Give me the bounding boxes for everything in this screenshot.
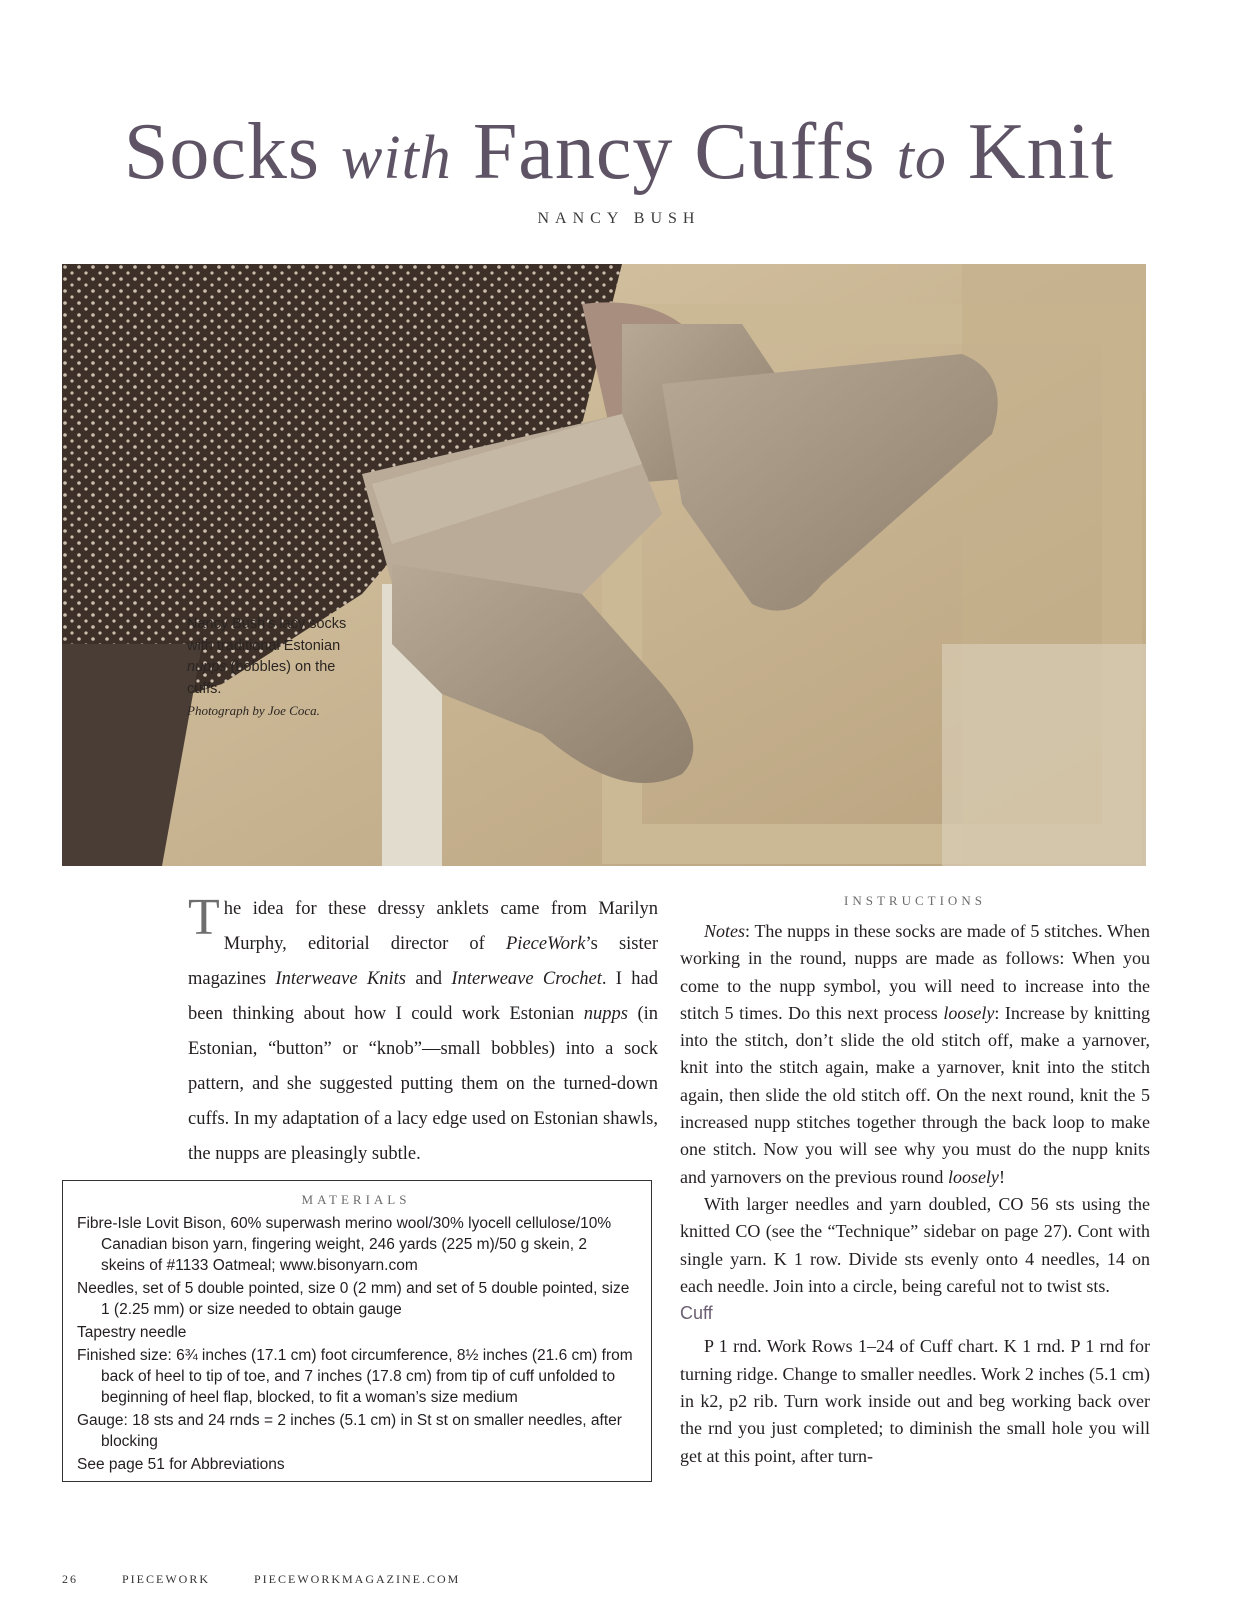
drop-cap: T [188,889,220,946]
materials-item-yarn: Fibre-Isle Lovit Bison, 60% superwash merino wool/30% lyocell cellulose/10% Canadian bison yarn, fingering weight, 246 yards (225 m)/50 g skein, 2 skeins of #1133 Oatmeal; www.bisonyarn.com [77,1215,612,1274]
instructions-heading: INSTRUCTIONS [844,893,986,908]
materials-item-gauge: Gauge: 18 sts and 24 rnds = 2 inches (5.1 cm) in St st on smaller needles, after blocking [77,1412,622,1450]
instructions-notes: Notes: The nupps in these socks are made of 5 stitches. When working in the round, nupps are made as follows: When you come to the nupp symbol, you will need to increase into the stitch 5 times. Do this next process loosely: Increase by knitting into the stitch, don’t slide the old stitch off, make a yarnover, knit into the stitch again, make a yarnover, knit into the stitch again, then slide the old stitch off. On the next round, knit the 5 increased nupp stitches together through the back loop to make one stitch. Now you will see why you must do the nupp knits and yarnovers on the previous round loosely! [680,921,1150,1187]
materials-item-abbreviations: See page 51 for Abbreviations [77,1456,285,1473]
magazine-name: PIECEWORK [122,1572,210,1586]
materials-item-finished-size: Finished size: 6¾ inches (17.1 cm) foot circumference, 8½ inches (21.6 cm) from back of heel to tip of toe, and 7 inches (17.8 cm) from tip of cuff unfolded to beginning of heel flap, blocked, to fit a woman’s size medium [77,1347,633,1406]
photo-caption: Nancy Bush’s lacy socks with traditional Estonian nupps (bobbles) on the cuffs. Photograph by Joe Coca. [187,616,347,718]
sock-photo-illustration [62,264,1146,866]
sock-photograph [62,264,1146,866]
page-number: 26 [62,1572,78,1586]
instructions-column [680,918,1150,1470]
materials-box [62,1180,652,1482]
photo-credit: Photograph by Joe Coca. [187,703,320,718]
article-title: Socks with Fancy Cuffs to Knit [123,108,1115,196]
page-footer [62,1572,504,1587]
materials-item-tapestry: Tapestry needle [77,1324,187,1341]
author-byline: NANCY BUSH [537,210,701,227]
materials-item-needles: Needles, set of 5 double pointed, size 0 (2 mm) and set of 5 double pointed, size 1 (2.25 mm) or size needed to obtain gauge [77,1280,630,1318]
instructions-cuff: P 1 rnd. Work Rows 1–24 of Cuff chart. K 1 rnd. P 1 rnd for turning ridge. Change to smaller needles. Work 2 inches (5.1 cm) in k2, p2 rib. Turn work inside out and beg working back over the rnd you just completed; to diminish the small hole you will get at this point, after turn- [680,1336,1150,1466]
intro-paragraph: The idea for these dressy anklets came from Marilyn Murphy, editorial director of PieceWork’s sister magazines Interweave Knits and Interweave Crochet. I had been thinking about how I could work Estonian nupps (in Estonian, “button” or “knob”—small bobbles) into a sock pattern, and she suggested putting them on the turned-down cuffs. In my adaptation of a lacy edge used on Estonian shawls, the nupps are pleasingly subtle. [188,889,659,1164]
materials-heading: MATERIALS [301,1192,411,1207]
magazine-website: PIECEWORKMAGAZINE.COM [254,1572,461,1586]
instructions-cast-on: With larger needles and yarn doubled, CO 56 sts using the knitted CO (see the “Technique” sidebar on page 27). Cont with single yarn. K 1 row. Divide sts evenly onto 4 needles, 14 on each needle. Join into a circle, being careful not to twist sts. [680,1193,1150,1296]
cuff-heading: Cuff [680,1303,713,1324]
